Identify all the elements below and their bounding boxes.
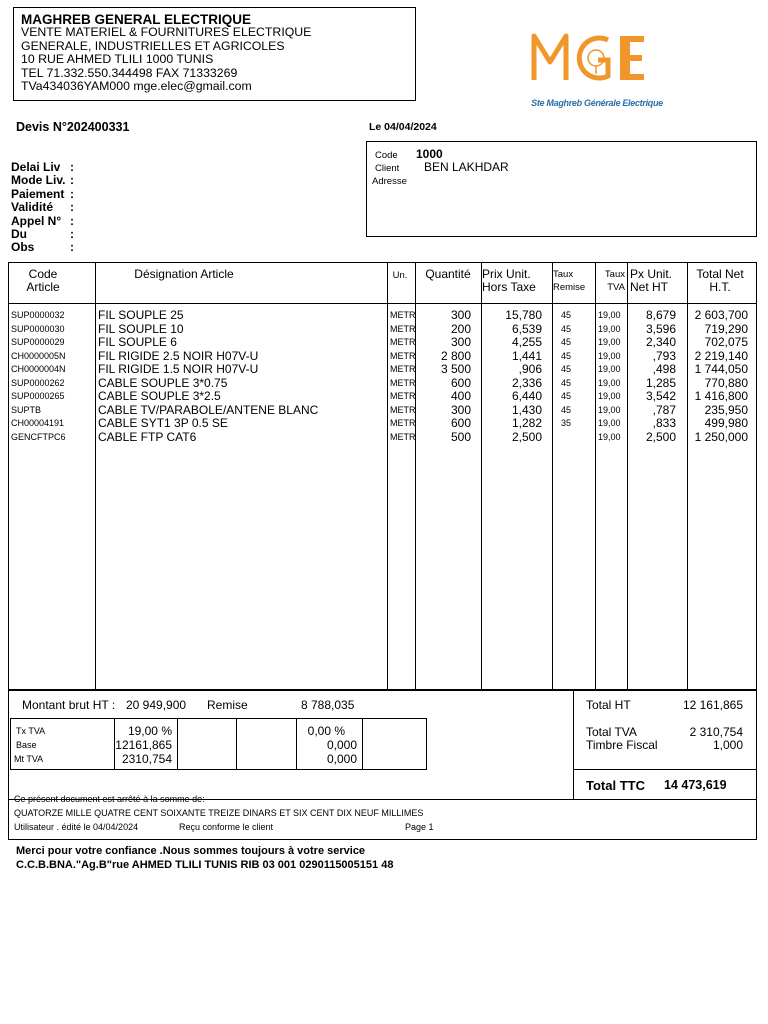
row-code: SUP0000265 <box>11 391 65 401</box>
vat-rate-1: 19,00 % <box>127 724 172 738</box>
total-ttc-value: 14 473,619 <box>664 778 727 792</box>
row-designation: CABLE SYT1 3P 0.5 SE <box>98 416 228 430</box>
table-row <box>9 377 756 391</box>
table-row <box>9 350 756 364</box>
remise-value: 8 788,035 <box>301 698 355 712</box>
bank-details: C.C.B.BNA."Ag.B"rue AHMED TLILI TUNIS RIB 03 001 0290115005151 48 <box>16 858 394 871</box>
row-net-price: 8,679 <box>645 308 676 322</box>
total-ttc-label: Total TTC <box>586 778 645 793</box>
vat-amount-2: 0,000 <box>326 752 357 766</box>
company-name: MAGHREB GENERAL ELECTRIQUE <box>21 12 252 27</box>
table-row <box>9 390 756 404</box>
company-line: VENTE MATERIEL & FOURNITURES ELECTRIQUE <box>21 25 312 40</box>
total-ht-label: Total HT <box>586 698 631 712</box>
row-unit: METR <box>390 431 416 442</box>
row-net-price: ,498 <box>652 362 676 376</box>
company-line: GENERALE, INDUSTRIELLES ET AGRICOLES <box>21 38 285 53</box>
row-total: 702,075 <box>704 335 748 349</box>
row-vat-rate: 19,00 <box>598 364 621 374</box>
vat-table <box>10 718 427 770</box>
table-row <box>9 404 756 418</box>
row-designation: FIL SOUPLE 10 <box>98 321 184 336</box>
row-unit-price: 1,430 <box>511 402 542 417</box>
row-vat-rate: 19,00 <box>598 310 621 320</box>
row-total: 1 250,000 <box>694 429 748 444</box>
row-code: CH0000004N <box>11 364 66 374</box>
client-code: 1000 <box>416 147 443 161</box>
arrete-text: Ce présent document est arrêté à la somme de: <box>14 794 205 804</box>
vat-base-1: 12161,865 <box>115 738 172 752</box>
thanks-line: Merci pour votre confiance .Nous sommes toujours à votre service <box>16 845 366 857</box>
row-net-price: 2,340 <box>645 335 676 349</box>
row-designation: CABLE FTP CAT6 <box>98 429 197 444</box>
logo-caption: Ste Maghreb Générale Electrique <box>531 98 663 108</box>
row-code: SUP0000030 <box>11 323 65 334</box>
row-quantity: 500 <box>450 429 471 444</box>
row-net-price: 3,542 <box>645 389 676 403</box>
vat-row-label: Base <box>16 740 37 750</box>
row-net-price: 3,596 <box>645 321 676 336</box>
header-discount: Taux Remise <box>553 269 586 294</box>
row-discount: 45 <box>561 323 572 334</box>
row-unit: METR <box>390 404 416 415</box>
row-quantity: 400 <box>450 389 471 403</box>
logo-letter-m <box>534 36 566 80</box>
vat-row-label: Mt TVA <box>14 754 44 764</box>
row-total: 235,950 <box>704 402 748 417</box>
row-code: SUPTB <box>11 404 42 415</box>
row-code: CH00004191 <box>11 418 65 428</box>
header-total: Total Net H.T. <box>696 267 744 295</box>
meta-label: Mode Liv. <box>11 173 66 188</box>
row-code: SUP0000262 <box>11 377 65 388</box>
row-designation: CABLE SOUPLE 3*0.75 <box>98 375 228 390</box>
vat-amount-1: 2310,754 <box>121 752 172 766</box>
row-unit: METR <box>390 323 416 334</box>
row-unit-price: 6,440 <box>511 389 542 403</box>
header-designation: Désignation Article <box>134 267 234 281</box>
timbre-label: Timbre Fiscal <box>586 738 658 752</box>
items-table <box>8 262 757 690</box>
meta-label: Delai Liv <box>11 160 61 174</box>
client-name: BEN LAKHDAR <box>424 160 509 174</box>
row-total: 1 416,800 <box>694 389 748 403</box>
row-code: GENCFTPC6 <box>11 431 66 442</box>
row-designation: FIL SOUPLE 25 <box>98 308 184 322</box>
row-designation: CABLE TV/PARABOLE/ANTENE BLANC <box>98 402 319 417</box>
row-net-price: ,793 <box>652 348 676 363</box>
table-row <box>9 417 756 431</box>
row-unit-price: 2,336 <box>511 375 542 390</box>
row-total: 1 744,050 <box>694 362 748 376</box>
company-phone: TEL 71.332.550.344498 FAX 71333269 <box>21 65 238 80</box>
row-vat-rate: 19,00 <box>598 377 621 388</box>
vat-base-2: 0,000 <box>326 738 357 752</box>
row-unit-price: ,906 <box>518 362 542 376</box>
row-unit-price: 15,780 <box>505 308 542 322</box>
table-rows <box>9 309 756 444</box>
devis-date: Le 04/04/2024 <box>369 121 437 133</box>
row-vat-rate: 19,00 <box>598 391 621 401</box>
row-designation: FIL SOUPLE 6 <box>98 335 177 349</box>
timbre-value: 1,000 <box>712 738 743 752</box>
table-row <box>9 431 756 445</box>
thanks-block <box>16 845 393 872</box>
total-tva-label: Total TVA <box>586 725 637 739</box>
amount-in-words: QUATORZE MILLE QUATRE CENT SOIXANTE TREIZE DINARS ET SIX CENT DIX NEUF MILLIMES <box>14 808 424 818</box>
total-ht-value: 12 161,865 <box>682 698 743 712</box>
row-quantity: 600 <box>450 416 471 430</box>
row-unit: METR <box>390 418 416 428</box>
row-quantity: 600 <box>450 375 471 390</box>
header-code: Code Article <box>26 267 60 295</box>
row-net-price: 1,285 <box>645 375 676 390</box>
row-quantity: 2 800 <box>440 348 471 363</box>
row-designation: FIL RIGIDE 1.5 NOIR H07V-U <box>98 362 259 376</box>
row-discount: 45 <box>561 377 572 388</box>
client-box <box>366 141 757 237</box>
code-label: Code <box>375 150 398 161</box>
row-unit: METR <box>390 391 416 401</box>
row-vat-rate: 19,00 <box>598 431 621 442</box>
company-address: 10 RUE AHMED TLILI 1000 TUNIS <box>21 52 214 67</box>
header-net-price: Px Unit. Net HT <box>630 267 673 295</box>
row-unit-price: 4,255 <box>511 335 542 349</box>
recu-conforme: Reçu conforme le client <box>179 822 274 832</box>
header-vat-rate: Taux TVA <box>604 269 625 294</box>
meta-label: Validité <box>11 200 54 215</box>
montant-value: 20 949,900 <box>126 698 187 712</box>
utilisateur-text: Utilisateur . édité le 04/04/2024 <box>14 822 139 832</box>
row-quantity: 3 500 <box>440 362 471 376</box>
row-unit-price: 6,539 <box>511 321 542 336</box>
table-row <box>9 336 756 350</box>
table-row <box>9 323 756 337</box>
vat-row-label: Tx TVA <box>16 726 46 736</box>
devis-number: Devis N°202400331 <box>16 120 130 134</box>
meta-label: Du <box>11 226 27 241</box>
total-tva-value: 2 310,754 <box>689 725 743 739</box>
row-vat-rate: 19,00 <box>598 418 621 428</box>
row-designation: CABLE SOUPLE 3*2.5 <box>98 389 221 403</box>
remise-label: Remise <box>207 698 248 712</box>
meta-label: Appel N° <box>11 213 62 228</box>
row-vat-rate: 19,00 <box>598 404 621 415</box>
row-unit-price: 2,500 <box>511 429 542 444</box>
row-quantity: 300 <box>450 402 471 417</box>
row-unit: METR <box>390 350 416 361</box>
row-unit-price: 1,282 <box>511 416 542 430</box>
row-discount: 45 <box>561 391 572 401</box>
row-vat-rate: 19,00 <box>598 337 621 347</box>
row-total: 2 219,140 <box>694 348 748 363</box>
table-row <box>9 363 756 377</box>
row-code: SUP0000029 <box>11 337 65 347</box>
row-net-price: ,787 <box>652 402 676 417</box>
row-unit: METR <box>390 337 416 347</box>
row-total: 2 603,700 <box>694 308 748 322</box>
row-unit-price: 1,441 <box>511 348 542 363</box>
header-unit-price: Prix Unit. Hors Taxe <box>482 267 536 295</box>
meta-label: Obs <box>11 240 35 255</box>
row-unit: METR <box>390 310 416 320</box>
meta-label: Paiement <box>11 186 65 201</box>
row-vat-rate: 19,00 <box>598 350 621 361</box>
header-quantity: Quantité <box>425 267 471 281</box>
row-net-price: ,833 <box>652 416 676 430</box>
row-discount: 35 <box>561 418 572 428</box>
page-number: Page 1 <box>405 822 434 832</box>
row-discount: 45 <box>561 350 572 361</box>
row-quantity: 200 <box>450 321 471 336</box>
row-total: 499,980 <box>704 416 748 430</box>
montant-label: Montant brut HT : <box>22 698 116 712</box>
row-quantity: 300 <box>450 335 471 349</box>
logo-letter-e <box>620 36 630 80</box>
table-row <box>9 309 756 323</box>
row-unit: METR <box>390 364 416 374</box>
row-unit: METR <box>390 377 416 388</box>
row-discount: 45 <box>561 310 572 320</box>
header-unit: Un. <box>392 270 408 281</box>
row-designation: FIL RIGIDE 2.5 NOIR H07V-U <box>98 348 259 363</box>
row-discount: 45 <box>561 337 572 347</box>
row-quantity: 300 <box>450 308 471 322</box>
row-net-price: 2,500 <box>645 429 676 444</box>
vat-rate-2: 0,00 % <box>307 724 345 738</box>
adresse-label: Adresse <box>372 176 407 187</box>
company-tax-email: TVa434036YAM000 mge.elec@gmail.com <box>21 79 252 94</box>
row-discount: 45 <box>561 404 572 415</box>
row-code: CH0000005N <box>11 350 66 361</box>
row-vat-rate: 19,00 <box>598 323 621 334</box>
company-box <box>13 7 416 101</box>
row-code: SUP0000032 <box>11 310 65 320</box>
row-discount: 45 <box>561 364 572 374</box>
client-label: Client <box>375 163 400 174</box>
row-total: 719,290 <box>704 321 748 336</box>
row-total: 770,880 <box>704 375 748 390</box>
